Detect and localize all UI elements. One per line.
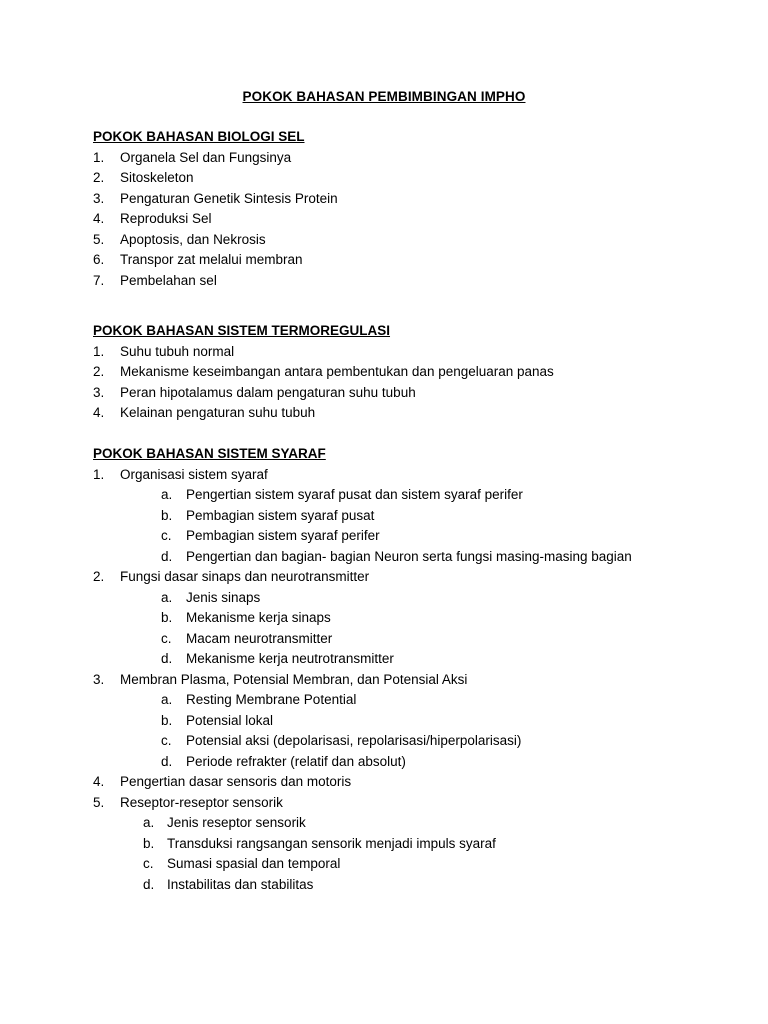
item-text: Organisasi sistem syaraf [120,466,268,482]
sub-list-item [93,690,713,711]
list-item [93,250,713,271]
sub-item-letter: b. [161,507,173,523]
sub-list-item [93,875,713,896]
item-text: Peran hipotalamus dalam pengaturan suhu tubuh [120,384,416,400]
sub-list-item [93,854,713,875]
item-text: Apoptosis, dan Nekrosis [120,231,266,247]
sub-item-text: Instabilitas dan stabilitas [167,876,314,892]
sub-item-text: Pengertian dan bagian- bagian Neuron serta fungsi masing-masing bagian [186,548,632,564]
section-title: POKOK BAHASAN SISTEM TERMOREGULASI [93,323,391,338]
item-text: Membran Plasma, Potensial Membran, dan Potensial Aksi [120,671,468,687]
section-biologi-sel [93,127,713,291]
sub-list-item [93,629,713,650]
sub-list-item [93,813,713,834]
item-number: 4. [93,211,105,226]
sub-item-text: Pembagian sistem syaraf pusat [186,507,375,523]
sub-item-text: Mekanisme kerja neutrotransmitter [186,651,394,666]
item-number: 2. [93,364,105,379]
item-text: Pengaturan Genetik Sintesis Protein [120,190,338,206]
sub-item-text: Potensial lokal [186,712,274,728]
section-title: POKOK BAHASAN BIOLOGI SEL [93,129,305,144]
item-number: 2. [93,569,105,584]
sub-item-text: Macam neurotransmitter [186,630,333,646]
item-number: 5. [93,231,105,247]
item-number: 7. [93,272,105,288]
item-number: 1. [93,149,105,165]
sub-item-text: Pengertian sistem syaraf pusat dan sistem syaraf perifer [186,487,523,502]
sub-item-text: Periode refrakter (relatif dan absolut) [186,753,406,769]
list-item [93,403,713,424]
sub-item-letter: a. [161,487,173,502]
sub-item-text: Jenis sinaps [186,589,261,605]
item-text: Reproduksi Sel [120,211,212,226]
item-number: 5. [93,794,105,810]
document-title: POKOK BAHASAN PEMBIMBINGAN IMPHO [242,89,526,104]
sub-item-letter: b. [161,610,173,625]
sub-item-letter: d. [161,651,173,666]
item-text: Suhu tubuh normal [120,343,235,359]
sub-item-text: Jenis reseptor sensorik [167,815,306,830]
sub-item-letter: b. [143,835,155,851]
sub-list-item [93,834,713,855]
list-item [93,209,713,230]
item-text: Reseptor-reseptor sensorik [120,794,283,810]
sub-item-letter: d. [161,753,173,769]
sub-item-letter: a. [143,815,155,830]
list-item [93,362,713,383]
section-title: POKOK BAHASAN SISTEM SYARAF [93,446,326,461]
sub-list-item [93,731,713,752]
item-number: 1. [93,343,105,359]
sub-item-letter: c. [143,856,154,871]
list-item [93,271,713,292]
item-number: 1. [93,466,105,482]
item-text: Transpor zat melalui membran [120,252,303,267]
sub-item-text: Sumasi spasial dan temporal [167,856,341,871]
section-termoregulasi [93,321,713,424]
list-item [93,670,713,691]
item-text: Pembelahan sel [120,272,217,288]
list-item [93,189,713,210]
item-text: Kelainan pengaturan suhu tubuh [120,405,316,420]
list-item [93,168,713,189]
item-text: Mekanisme keseimbangan antara pembentukan dan pengeluaran panas [120,364,554,379]
item-number: 6. [93,252,105,267]
sub-list-item [93,485,713,506]
sub-item-text: Pembagian sistem syaraf perifer [186,528,380,543]
sub-item-text: Potensial aksi (depolarisasi, repolarisasi/hiperpolarisasi) [186,733,522,748]
item-number: 4. [93,405,105,420]
sub-item-letter: c. [161,733,172,748]
item-text: Pengertian dasar sensoris dan motoris [120,774,352,789]
sub-item-letter: a. [161,692,173,707]
item-text: Sitoskeleton [120,170,194,185]
list-item [93,567,713,588]
sub-list-item [93,506,713,527]
list-item [93,148,713,169]
sub-item-text: Transduksi rangsangan sensorik menjadi impuls syaraf [167,835,496,851]
sub-list-item [93,711,713,732]
item-text: Organela Sel dan Fungsinya [120,149,292,165]
item-text: Fungsi dasar sinaps dan neurotransmitter [120,569,370,584]
item-number: 3. [93,190,105,206]
list-item [93,465,713,486]
item-number: 3. [93,384,105,400]
list-item [93,772,713,793]
sub-list-item [93,752,713,773]
section-sistem-syaraf [93,444,713,895]
list-item [93,342,713,363]
list-item [93,230,713,251]
sub-list-item [93,547,713,568]
sub-item-text: Mekanisme kerja sinaps [186,610,331,625]
sub-item-letter: c. [161,528,172,543]
sub-item-letter: a. [161,589,173,605]
sub-item-letter: d. [143,876,155,892]
list-item [93,793,713,814]
sub-list-item [93,608,713,629]
item-number: 2. [93,170,105,185]
item-number: 3. [93,671,105,687]
sub-item-letter: b. [161,712,173,728]
sub-item-text: Resting Membrane Potential [186,692,357,707]
sub-list-item [93,588,713,609]
sub-item-letter: c. [161,630,172,646]
sub-item-letter: d. [161,548,173,564]
sub-list-item [93,526,713,547]
item-number: 4. [93,774,105,789]
sub-list-item [93,649,713,670]
list-item [93,383,713,404]
